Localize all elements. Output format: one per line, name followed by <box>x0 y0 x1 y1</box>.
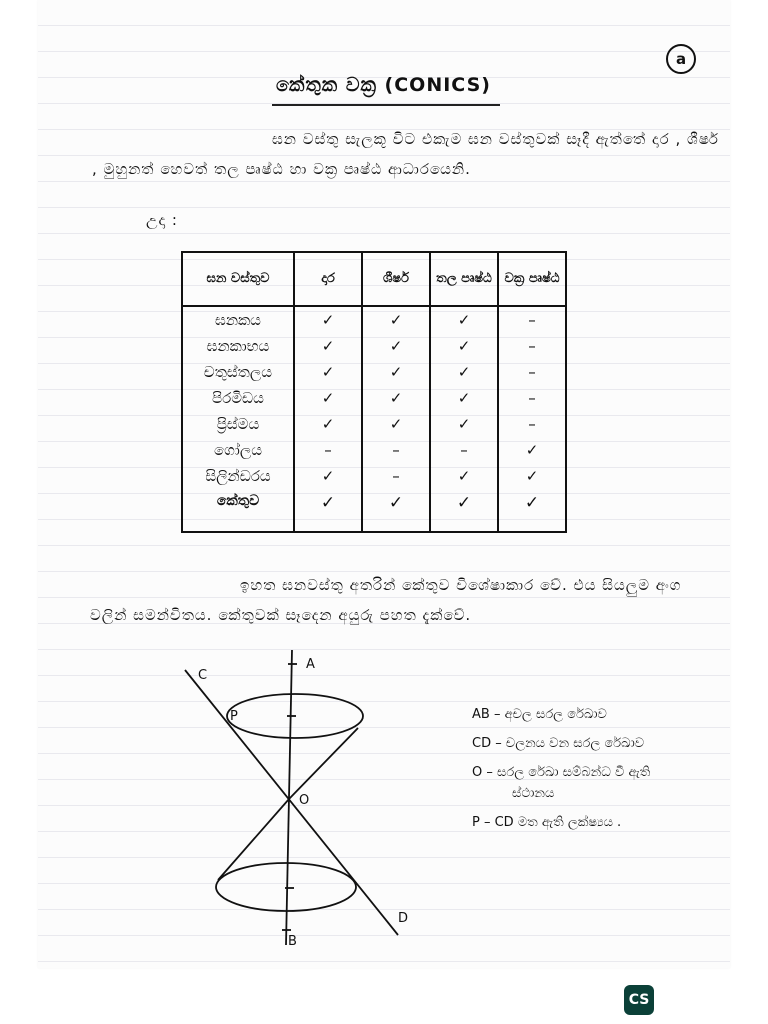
cell: – <box>362 463 430 489</box>
header-plane-surfaces: තල පෘෂ්ඨ <box>430 252 498 306</box>
page-number: a <box>666 44 696 74</box>
page-title: කේතුක වක්‍ර (CONICS) <box>276 74 491 96</box>
second-paragraph: ඉහත ඝනවස්තු අතරින් කේතුව විශේෂාකාර වේ. එය සියලුම අංග වලින් සමන්විතය. කේතුවක් සෑදෙන අයුරු පහත දැක්වේ. <box>90 576 682 624</box>
cell: ✓ <box>294 411 362 437</box>
label-D: D <box>398 911 409 926</box>
cell: ✓ <box>430 489 498 532</box>
table-row <box>182 306 566 333</box>
cell: – <box>498 306 566 333</box>
row-name: කේතුව <box>182 489 294 532</box>
title-underline <box>272 104 500 106</box>
cell: ✓ <box>498 463 566 489</box>
label-C: C <box>198 668 208 683</box>
cell: ✓ <box>362 411 430 437</box>
cell: – <box>498 333 566 359</box>
cell: ✓ <box>430 306 498 333</box>
row-name: පිරමිඩය <box>182 385 294 411</box>
table-header-row <box>182 252 566 306</box>
cone-diagram <box>170 650 430 960</box>
legend-item: CD – චලනය වන සරල රේඛාව <box>472 736 645 751</box>
legend-item: ස්ථානය <box>512 786 555 801</box>
example-label: උදා : <box>146 211 178 229</box>
header-edges: දාර <box>294 252 362 306</box>
cell: ✓ <box>430 411 498 437</box>
row-name: ඝනකාභය <box>182 333 294 359</box>
header-solid: ඝන වස්තුව <box>182 252 294 306</box>
cell: ✓ <box>430 385 498 411</box>
table-row <box>182 333 566 359</box>
cell: ✓ <box>362 306 430 333</box>
cell: ✓ <box>430 333 498 359</box>
cell: ✓ <box>362 385 430 411</box>
cell: ✓ <box>362 359 430 385</box>
cell: – <box>498 411 566 437</box>
cell: ✓ <box>294 489 362 532</box>
cell: – <box>430 437 498 463</box>
cell: ✓ <box>294 306 362 333</box>
diagram-legend <box>472 700 650 837</box>
intro-paragraph: ඝන වස්තු සැලකූ විට එකැම ඝන වස්තුවක් සෑදී ඇත්තේ දාර , ශීර්ෂ , මුහුනත් හෙවත් තල පෘෂ්ඨ හා වක්‍ර පෘෂ්ඨ ආධාරයෙනි. <box>92 130 719 178</box>
row-name: ප්‍රිස්මය <box>182 411 294 437</box>
cell: ✓ <box>362 333 430 359</box>
cell: – <box>498 385 566 411</box>
label-A: A <box>306 657 315 672</box>
cell: ✓ <box>498 489 566 532</box>
cell: ✓ <box>294 463 362 489</box>
cell: – <box>294 437 362 463</box>
camscanner-logo: CS <box>624 985 654 1015</box>
solids-table <box>181 251 567 533</box>
header-vertices: ශීර්ෂ <box>362 252 430 306</box>
row-name: සිලින්ඩරය <box>182 463 294 489</box>
row-name: චතුස්තලය <box>182 359 294 385</box>
row-name: ඝනකය <box>182 306 294 333</box>
cell: ✓ <box>294 333 362 359</box>
lower-left-slant <box>218 799 289 880</box>
cell: ✓ <box>294 359 362 385</box>
table-row <box>182 359 566 385</box>
cell: ✓ <box>498 437 566 463</box>
cell: ✓ <box>294 385 362 411</box>
cell: – <box>498 359 566 385</box>
label-O: O <box>299 793 310 808</box>
header-curved-surfaces: වක්‍ර පෘෂ්ඨ <box>498 252 566 306</box>
legend-item: O – සරල රේඛා සම්බන්ධ වී ඇති <box>472 765 651 780</box>
table-row <box>182 437 566 463</box>
cell: ✓ <box>430 463 498 489</box>
cell: ✓ <box>430 359 498 385</box>
row-name: ගෝලය <box>182 437 294 463</box>
cell: – <box>362 437 430 463</box>
table-row <box>182 385 566 411</box>
legend-item: P – CD මත ඇති ලක්ෂ්‍යය . <box>472 815 622 830</box>
table-row <box>182 463 566 489</box>
cell: ✓ <box>362 489 430 532</box>
table-row <box>182 489 566 532</box>
table-row <box>182 411 566 437</box>
label-B: B <box>288 934 297 949</box>
label-P: P <box>230 709 238 724</box>
legend-item: AB – අචල සරල රේඛාව <box>472 707 607 722</box>
